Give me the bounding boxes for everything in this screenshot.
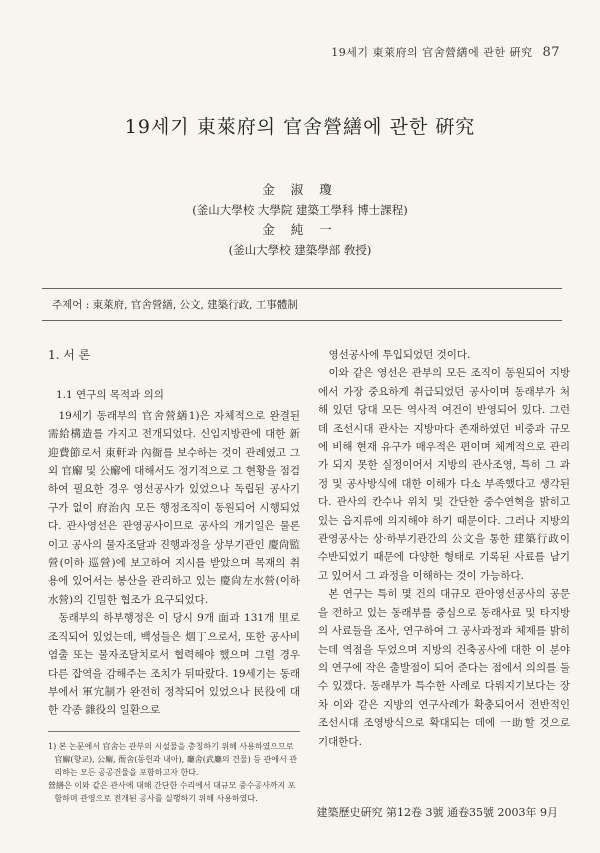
author-affiliation: (釜山大學校 大學院 建築工學科 博士課程) bbox=[192, 203, 408, 217]
journal-footer: 建築歷史硏究 第12卷 3號 通卷35號 2003年 9月 bbox=[316, 806, 558, 819]
right-column bbox=[318, 346, 570, 751]
authors-block bbox=[0, 180, 600, 260]
running-head-title: 19세기 東萊府의 官舍營繕에 관한 硏究 bbox=[331, 46, 533, 59]
footnote: 1) 본 논문에서 官舍는 관부의 시설물을 총칭하기 위해 사용하였으므로 官廨(향교), 公廨, 衙舍(동헌과 내아), 廳舍(武廳의 건물) 등 관에서 관리하는 모든 공공건물을 포함하고자 한다. bbox=[48, 742, 298, 777]
footnotes bbox=[48, 731, 300, 805]
running-head bbox=[331, 44, 560, 60]
author-name: 金 純 一 bbox=[262, 222, 338, 237]
section-heading: 1. 서 론 bbox=[48, 348, 91, 362]
author-name: 金 淑 瓊 bbox=[262, 182, 338, 197]
body-paragraph: 본 연구는 특히 몇 건의 대규모 관아영선공사의 공문을 전하고 있는 동래부를 중심으로 동래사료 및 타지방의 사료들을 조사, 연구하여 그 공사과정과 체제를 밝히는데 역점을 두었으며 지방의 건축공사에 대한 이 분야의 연구에 작은 출발점이 되어 준다는 점에서 의의를 둘 수 있겠다. 동래부가 특수한 사례로 다뤄지기보다는 장차 이와 같은 지방의 연구사례가 확충되어서 전반적인 조선시대 조영방식으로 확대되는 데에 一助할 것으로 기대한다. bbox=[318, 588, 570, 748]
keywords-box: 주제어 : 東萊府, 官舍營繕, 公文, 建築行政, 工事體制 bbox=[42, 288, 562, 321]
body-paragraph: 이와 같은 영선은 관부의 모든 조직이 동원되어 지방에서 가장 중요하게 취급되었던 공사이며 동래부가 처해 있던 당대 모든 역사적 여건이 반영되어 있다. 그런데 조선시대 관사는 지방마다 존재하였던 비중과 규모에 비해 현재 유구가 매우적은 편이며 체계적으로 관리가 되지 못한 실정이어서 지방의 관사조영, 특히 그 과정 및 공사방식에 대한 이해가 다소 부족했다고 생각된다. 관사의 칸수나 위치 및 간단한 중수연혁을 밝히고 있는 읍지류에 의지해야 하기 때문이다. 그러나 지방의 관영공사는 상·하부기관간의 公文을 통한 建築行政이 수반되었기 때문에 다양한 형태로 기록된 사료를 남기고 있어서 그 과정을 이해하는 것이 가능하다. bbox=[318, 367, 570, 582]
body-paragraph: 19세기 동래부의 官舍營繕1)은 자체적으로 완결된 需給構造를 가지고 전개되었다. 신임지방관에 대한 新迎費節로서 東軒과 內衙를 보수하는 것이 관례였고 그 외 官廨 및 公廨에 대해서도 정기적으로 그 현황을 점검하여 필요한 경우 영선공사가 있었으나 독립된 공사기구가 없이 府治內 모든 행정조직이 동원되어 시행되었다. 관사영선은 관영공사이므로 공사의 개기일은 물론이고 공사의 물자조달과 진행과정을 상부기관인 慶尙監營(이하 巡營)에 보고하여 지시를 받았으며 목재의 취용에 있어서는 봉산을 관리하고 있는 慶尙左水營(이하 水營)의 긴밀한 협조가 요구되었다. bbox=[48, 409, 300, 606]
page-title: 19세기 東萊府의 官舍營繕에 관한 硏究 bbox=[124, 116, 476, 138]
footnote: 營繕은 이와 같은 관사에 대해 간단한 수리에서 대규모 중수공사까지 포함하며 관영으로 전개된 공사를 실행하기 위해 사용하였다. bbox=[48, 781, 296, 803]
left-column bbox=[48, 346, 300, 720]
body-paragraph: 동래부의 하부행정은 이 당시 9개 面과 131개 里로 조직되어 있었는데, 백성들은 烟丁으로서, 또한 공사비염출 또는 물자조달치로서 협력해야 했으며 그럴 경우 다른 잡역을 감해주는 조치가 뒤따랐다. 19세기는 동래부에서 軍宂制가 완전히 정착되어 있었으나 民役에 대한 각종 雜役의 일환으로 bbox=[48, 612, 300, 717]
body-paragraph: 영선공사에 투입되었던 것이다. bbox=[328, 349, 471, 361]
page-number: 87 bbox=[542, 45, 560, 60]
author-affiliation: (釜山大學校 建築學部 敎授) bbox=[228, 243, 372, 257]
subsection-heading: 1.1 연구의 목적과 의의 bbox=[56, 389, 164, 402]
